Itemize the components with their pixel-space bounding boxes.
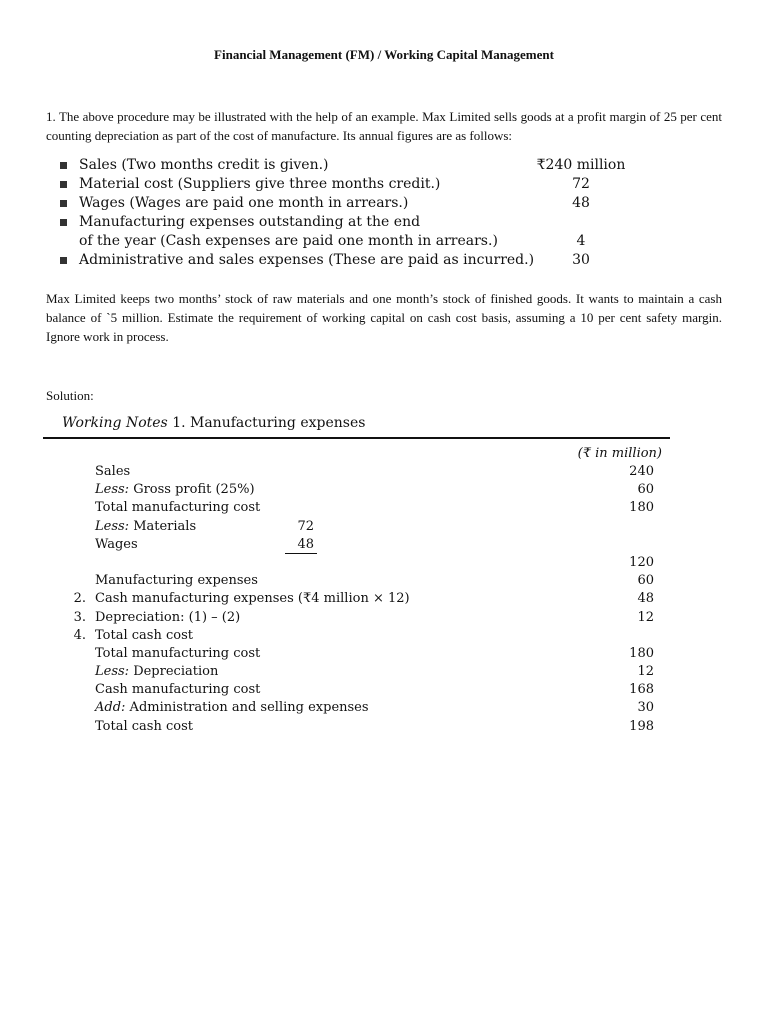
- table-row: [60, 554, 660, 572]
- list-item-text: Administrative and sales expenses (These are paid as incurred.): [79, 252, 535, 268]
- table-row: [60, 463, 660, 481]
- table-row: [60, 590, 660, 608]
- row-label-text: Cash manufacturing expenses (₹4 million × 12): [95, 591, 410, 607]
- bullet-square-icon: [60, 219, 67, 226]
- list-item-text: Manufacturing expenses outstanding at the end: [79, 214, 421, 230]
- row-amount: 30: [637, 700, 654, 716]
- row-label: [95, 663, 218, 681]
- row-label-text: Depreciation: [129, 664, 219, 680]
- row-label: [95, 499, 260, 517]
- list-item-value: 72: [572, 176, 590, 192]
- list-item-text: Wages (Wages are paid one month in arrears.): [79, 195, 409, 211]
- row-label: [95, 518, 196, 536]
- page-header: Financial Management (FM) / Working Capital Management: [214, 47, 554, 62]
- list-item-value: 4: [576, 233, 586, 249]
- bullet-square-icon: [60, 162, 67, 169]
- unit-label: (₹ in million): [577, 446, 662, 461]
- title-rule-divider: [43, 437, 670, 439]
- row-label-text: Materials: [129, 518, 197, 534]
- row-label: [95, 699, 369, 717]
- table-row: [60, 681, 660, 699]
- row-label-text: Depreciation: (1) – (2): [95, 609, 241, 625]
- row-label-text: Administration and selling expenses: [125, 700, 369, 716]
- list-item: [60, 194, 660, 213]
- row-amount: 48: [637, 591, 654, 607]
- row-label: [95, 572, 258, 590]
- row-mid-value: 72: [297, 518, 314, 534]
- row-label-text: Wages: [95, 536, 138, 552]
- row-label-text: Total cash cost: [95, 718, 193, 734]
- table-row: [60, 699, 660, 717]
- list-item-value: 48: [572, 195, 590, 211]
- table-row: [60, 663, 660, 681]
- list-item: [60, 251, 660, 270]
- annual-figures-list: [60, 156, 660, 270]
- table-row: [60, 645, 660, 663]
- row-label: [95, 590, 410, 608]
- row-label-text: Total cash cost: [95, 627, 193, 643]
- row-label: [95, 645, 260, 663]
- solution-label: Solution:: [46, 388, 94, 403]
- row-label-text: Cash manufacturing cost: [95, 682, 261, 698]
- row-label: [95, 681, 260, 699]
- row-amount: 12: [637, 609, 654, 625]
- table-row: [60, 536, 660, 554]
- row-label-text: Sales: [95, 464, 131, 479]
- row-label: [95, 609, 240, 627]
- row-label: [95, 481, 255, 499]
- row-label-text: Total manufacturing cost: [95, 500, 261, 516]
- row-amount: 120: [629, 554, 654, 570]
- table-row: [60, 627, 660, 645]
- problem-paragraph: Max Limited keeps two months’ stock of raw materials and one month’s stock of finished goods. It wants to maintain a cash balance of `5 million. Estimate the requirement of working capital on cash cost basis, assuming a 10 per cent safety margin. Ignore work in process.: [46, 291, 722, 344]
- list-item-value: 30: [572, 252, 590, 268]
- list-item-continuation: [60, 232, 660, 251]
- table-row: [60, 572, 660, 590]
- row-label-text: Gross profit (25%): [129, 482, 255, 498]
- row-label: [95, 718, 193, 736]
- row-prefix: Less:: [95, 482, 130, 498]
- row-prefix: Add:: [95, 700, 126, 716]
- list-item: [60, 156, 660, 175]
- list-item-value: ₹240 million: [536, 157, 626, 173]
- bullet-square-icon: [60, 257, 67, 264]
- row-amount: 60: [637, 482, 654, 498]
- row-amount: 180: [629, 645, 654, 661]
- list-item-text: Material cost (Suppliers give three months credit.): [79, 176, 441, 192]
- bullet-square-icon: [60, 181, 67, 188]
- row-number: 4.: [73, 627, 86, 643]
- table-row: [60, 499, 660, 517]
- row-amount: 168: [629, 682, 654, 698]
- intro-paragraph: 1. The above procedure may be illustrated with the help of an example. Max Limited sells goods at a profit margin of 25 per cent counting depreciation as part of the cost of manufacture. Its annual figures are as follows:: [46, 109, 722, 143]
- row-prefix: Less:: [95, 664, 130, 680]
- row-number: 2.: [73, 591, 86, 607]
- row-label-text: Total manufacturing cost: [95, 645, 261, 661]
- row-label: [95, 536, 138, 554]
- working-notes-table: [60, 463, 660, 736]
- working-notes-title-rest: 1. Manufacturing expenses: [172, 415, 366, 431]
- list-item: [60, 175, 660, 194]
- bullet-square-icon: [60, 200, 67, 207]
- table-row: [60, 609, 660, 627]
- row-label: [95, 463, 130, 481]
- working-notes-title: [62, 415, 365, 431]
- row-number: 3.: [73, 609, 86, 625]
- table-row: [60, 481, 660, 499]
- list-item: [60, 213, 660, 232]
- row-mid-value: 48: [297, 536, 314, 552]
- row-label-text: Manufacturing expenses: [95, 573, 258, 589]
- table-row: [60, 718, 660, 736]
- row-label: [95, 627, 193, 645]
- list-item-text: Sales (Two months credit is given.): [79, 157, 329, 173]
- row-amount: 60: [637, 573, 654, 589]
- row-amount: 12: [637, 664, 654, 680]
- row-amount: 180: [629, 500, 654, 516]
- list-item-text: of the year (Cash expenses are paid one month in arrears.): [79, 233, 498, 249]
- table-row: [60, 518, 660, 536]
- row-amount: 198: [629, 718, 654, 734]
- row-amount: 240: [629, 464, 654, 479]
- working-notes-title-italic: Working Notes: [62, 415, 168, 431]
- row-prefix: Less:: [95, 518, 130, 534]
